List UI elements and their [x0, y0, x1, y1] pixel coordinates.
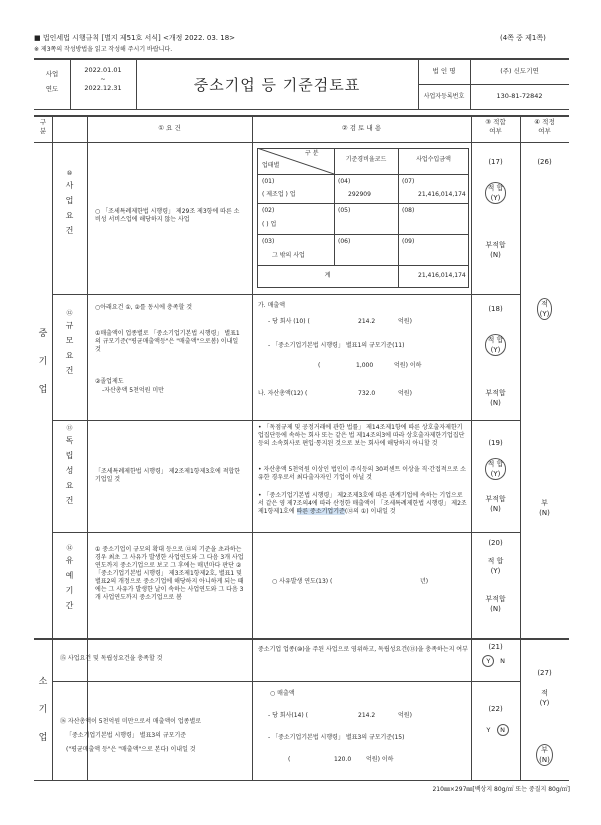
choice-n-22[interactable]: N [497, 724, 509, 736]
cell-07: (07) [402, 178, 415, 185]
rev-scale-a: 가. 매출액 [258, 302, 285, 309]
cell-04: (04) [338, 178, 351, 185]
industry-gubun: 구 분 [305, 150, 319, 157]
form-reference: ■ 법인세법 시행규칙 [별지 제51호 서식] <개정 2022. 03. 18> [34, 34, 236, 42]
req-small-scale-3: ("평균매출액 등"은 "매출액"으로 본다) 이내일 것 [66, 746, 196, 753]
date-dash: ~ [100, 75, 106, 83]
industry-label: 업태별 [262, 162, 280, 169]
fit-no-22: (22) [488, 705, 503, 713]
decision-no-27: (27) [537, 669, 552, 677]
rev-scale-a1-val: 214.2 [358, 318, 376, 325]
choice-y-22[interactable]: Y [486, 726, 491, 734]
rev-scale-a1: - 당 회사 (10) ( [268, 318, 310, 325]
cell-08: (08) [402, 207, 415, 214]
fit-yes-19[interactable]: 적 합 (Y) [471, 458, 520, 480]
cell-07-val: 21,416,014,174 [418, 191, 466, 198]
req-small-business: ⑮ 사업요건 및 독립성요건을 충족할 것 [60, 655, 163, 662]
cell-06: (06) [338, 238, 351, 245]
rev-grace: ○ 사유발생 연도(13) ( [272, 578, 333, 585]
rev-small-a1-unit: 억원) [398, 712, 412, 719]
fit-no-18: (18) [488, 305, 503, 313]
document-title: 중소기업 등 기준검토표 [193, 76, 361, 94]
row-code-scale: ⑫ 규 모 요 건 [65, 310, 74, 375]
row-code-independence: ⑬ 독 립 성 요 건 [65, 425, 74, 505]
fit-no-19: (19) [488, 439, 503, 447]
cell-03-name: 그 밖의 사업 [272, 252, 305, 259]
corp-name: (주) 신도기연 [500, 67, 539, 75]
choice-n-21[interactable]: N [500, 657, 506, 665]
decision-small-not[interactable]: 부 (N) [520, 744, 569, 766]
cell-03: (03) [262, 238, 275, 245]
rev-header: 사업수입금액 [416, 156, 451, 163]
rev-scale-a1-unit: 억원) [398, 318, 412, 325]
rev-small-a2-val: 120.0 [334, 756, 352, 763]
row-code-business: ⑩ 사 업 요 건 [65, 170, 74, 235]
cell-09: (09) [402, 238, 415, 245]
rev-small-a: ○ 매출액 [270, 690, 295, 697]
rev-independence-3: • 「중소기업기본법 시행령」 제2조제3호에 따른 관계기업에 속하는 기업으로서 같은 영 제7조의4에 따라 산정한 매출액이 「조세특례제한법 시행령」 제2조제1항제1호에 따른 중소기업기준(⑫의 ①) 이내일 것 [258, 492, 467, 515]
instruction-note: ※ 제3쪽의 작성방법을 읽고 작성해 주시기 바랍니다. [34, 46, 173, 53]
fit-yes-17[interactable]: 적 합 (Y) [471, 182, 520, 204]
fit-no-17: (17) [488, 158, 503, 166]
req-scale-4: -자산총액 5천억원 미만 [102, 387, 164, 394]
rev-small-a2-paren: ( [288, 756, 291, 763]
cell-total-val: 21,416,014,174 [418, 272, 466, 279]
rev-small-a1-val: 214.2 [358, 712, 376, 719]
rev-scale-b-unit: 억원) [398, 390, 412, 397]
rev-scale-b: 나. 자산총액(12) ( [258, 390, 308, 397]
page-info: (4쪽 중 제1쪽) [500, 34, 546, 42]
fit-not-17[interactable]: 부적합 (N) [485, 241, 506, 259]
req-small-scale-1: ⑯ 자산총액이 5천억원 미만으로서 매출액이 업종별로 [60, 718, 202, 725]
fit-yes-18[interactable]: 적 합 (Y) [471, 334, 520, 356]
decision-no-26: (26) [537, 158, 552, 166]
fit-choice-21[interactable] [471, 655, 520, 667]
col-fit: ③ 적합 여부 [485, 118, 506, 135]
date-from: 2022.01.01 [84, 66, 122, 74]
rev-scale-b-val: 732.0 [358, 390, 376, 397]
diagonal-header [257, 148, 334, 174]
rev-grace-end: 년) [420, 578, 429, 585]
cell-02: (02) [262, 207, 275, 214]
col-requirement: ① 요 건 [158, 124, 181, 132]
date-to: 2022.12.31 [84, 84, 122, 92]
year-label: 사업 연도 [45, 70, 59, 93]
req-scale-3: ②졸업제도 [95, 378, 124, 385]
req-independence: 「조세특례제한법 시행령」 제2조제1항제3호에 적합한 기업일 것 [95, 468, 241, 483]
paper-spec: 210㎜×297㎜[백상지 80g/㎡ 또는 중질지 80g/㎡] [432, 786, 570, 793]
rev-scale-a2-val: 1,000 [356, 362, 374, 369]
cell-04-val: 292909 [348, 191, 371, 198]
rev-independence-1: • 「독점규제 및 공정거래에 관한 법률」 제14조제1항에 따른 상호출자제한기업집단등에 속하는 회사 또는 같은 법 제14조의3에 따라 상호출자제한기업집단등의 소속회사로 편입·통지된 것으로 보는 회사에 해당하지 아니할 것 [258, 424, 465, 447]
fit-choice-22[interactable] [471, 724, 520, 736]
rev-small-a1: - 당 회사(14) ( [268, 712, 308, 719]
decision-sme-not[interactable]: 부 (N) [539, 499, 550, 517]
decision-small-yes[interactable]: 적 (Y) [539, 689, 550, 707]
fit-no-21: (21) [488, 643, 503, 651]
req-business: ○ 「조세특례제한법 시행령」 제29조 제3항에 따른 소비성 서비스업에 해당하지 않는 사업 [95, 208, 240, 223]
choice-y-21[interactable]: Y [482, 655, 494, 667]
req-scale-2: ①매출액이 업종별로 「중소기업기본법 시행령」 별표1의 규모기준("평균매출액등"은 "매출액"으로봄) 이내일 것 [95, 330, 240, 353]
section-small: 소 기 업 [38, 677, 48, 743]
rev-scale-a2: - 「중소기업기본법 시행령」 별표1의 규모기준(11) [268, 342, 405, 349]
row-code-grace: ⑭ 유 예 기 간 [65, 545, 74, 610]
fit-not-18[interactable]: 부적합 (N) [485, 389, 506, 407]
corp-name-label: 법 인 명 [432, 67, 456, 75]
req-scale-1: ○아래요건 ①, ②를 동시에 충족할 것 [95, 304, 192, 311]
fit-not-19[interactable]: 부적합 (N) [485, 495, 506, 513]
rev-independence-2: • 자산총액 5천억원 이상인 법인이 주식등의 30퍼센트 이상을 직·간접적으로 소유한 경우로서 최다출자자인 기업이 아닐 것 [258, 466, 466, 481]
biz-no: 130-81-72842 [496, 92, 543, 100]
cell-01-name: ( 제조업 ) 업 [262, 191, 296, 198]
cell-01: (01) [262, 178, 275, 185]
rev-scale-a2-unit: 억원) 이하 [394, 362, 422, 369]
fiscal-period [70, 66, 136, 93]
biz-no-label: 사업자등록번호 [423, 93, 465, 100]
code-header: 기준경비율코드 [345, 156, 387, 163]
fit-no-20: (20) [488, 539, 503, 547]
col-review: ② 검 토 내 용 [341, 124, 382, 132]
col-gubun: 구 분 [39, 118, 47, 135]
rev-small-a2-unit: 억원) 이하 [366, 756, 394, 763]
req-small-scale-2: 「중소기업기본법 시행령」 별표3의 규모기준 [66, 732, 187, 739]
cell-total: 계 [324, 272, 331, 279]
cell-02-name: ( ) 업 [262, 221, 277, 228]
rev-small-a2: - 「중소기업기본법 시행령」 별표3의 규모기준(15) [268, 734, 405, 741]
fit-yes-20[interactable]: 적 합 (Y) [487, 557, 504, 575]
decision-sme[interactable]: 적 (Y) [520, 298, 569, 320]
section-sme: 중 기 업 [38, 329, 48, 395]
cell-05: (05) [338, 207, 351, 214]
req-grace: ① 중소기업이 규모의 확대 등으로 ⑫의 기준을 초과하는 경우 최초 그 사유가 발생한 사업연도와 그 다음 3개 사업연도까지 중소기업으로 보고 그 후에는 매년마다 판단 ② 「중소기업기본법 시행령」 제3조제1항제2호, 별표1 및 별표2의 개정으로 중소기업에 해당하지 아니하게 되는 때에는 그 사유가 발생한 날이 속하는 사업연도와 그 다음 3개 사업연도까지 중소기업으로 봄 [95, 546, 244, 601]
rev-scale-a2-paren: ( [318, 362, 321, 369]
fit-not-20[interactable]: 부적합 (N) [485, 595, 506, 613]
rev-small-business: 중소기업 업종(⑩)을 주된 사업으로 영위하고, 독립성요건(⑬)을 충족하는지 여부 [258, 646, 468, 653]
col-decision: ④ 적정 여부 [534, 118, 555, 135]
